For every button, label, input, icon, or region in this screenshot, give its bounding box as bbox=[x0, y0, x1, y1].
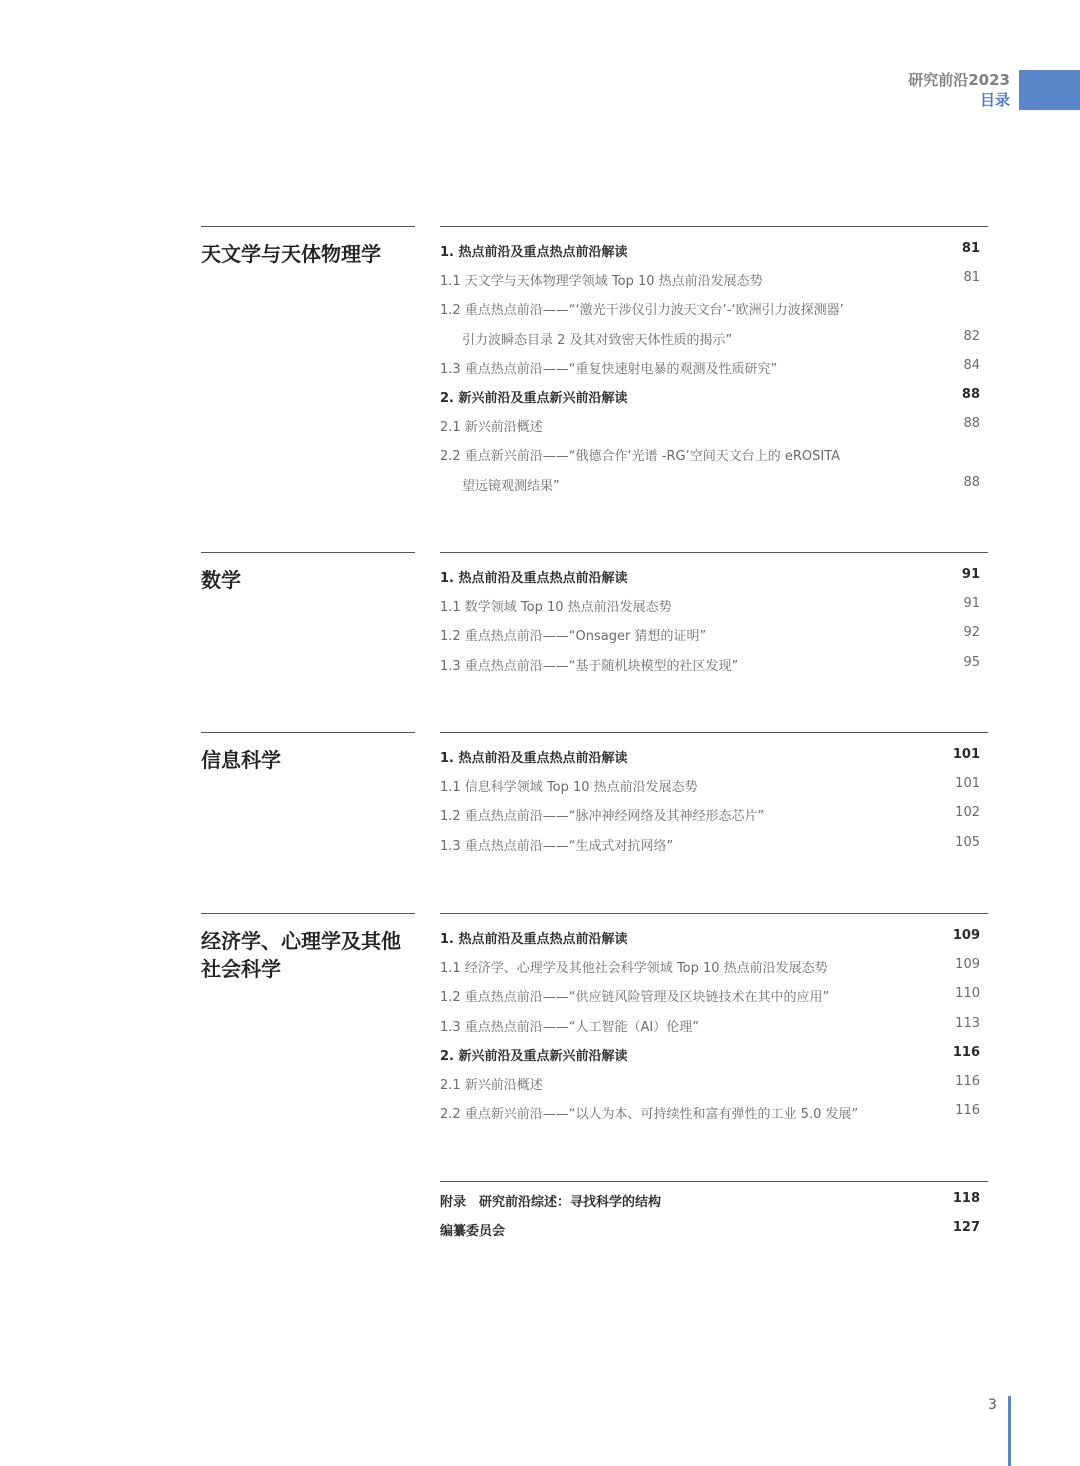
section-title: 信息科学 bbox=[201, 748, 281, 772]
toc-entry[interactable] bbox=[440, 412, 980, 441]
toc-entry-label: 1.2 重点热点前沿——“Onsager 猜想的证明” bbox=[440, 629, 707, 645]
toc-entry[interactable] bbox=[440, 1099, 980, 1128]
toc-entries bbox=[440, 743, 980, 860]
section-divider bbox=[201, 913, 415, 914]
toc-entry-label: 编纂委员会 bbox=[440, 1224, 506, 1240]
toc-entry-page: 116 bbox=[955, 1073, 980, 1089]
report-title: 研究前沿2023 bbox=[908, 71, 1010, 89]
toc-entry-page: 101 bbox=[952, 747, 980, 762]
toc-entry[interactable] bbox=[440, 621, 980, 650]
toc-entry[interactable] bbox=[440, 924, 980, 953]
toc-entry-label: 1.1 数学领域 Top 10 热点前沿发展态势 bbox=[440, 600, 672, 616]
toc-entry-label: 1.3 重点热点前沿——“重复快速射电暴的观测及性质研究” bbox=[440, 361, 778, 377]
toc-entry-page: 116 bbox=[952, 1044, 980, 1060]
toc-entry-label: 1. 热点前沿及重点热点前沿解读 bbox=[440, 751, 628, 766]
section-divider bbox=[440, 913, 988, 914]
section-divider bbox=[201, 226, 415, 227]
toc-entry-label: 1.3 重点热点前沿——“人工智能（AI）伦理” bbox=[440, 1019, 700, 1035]
toc-entry[interactable] bbox=[440, 1041, 980, 1070]
toc-entry-label: 望远镜观测结果” bbox=[462, 478, 560, 494]
toc-entry[interactable] bbox=[440, 471, 980, 500]
toc-entry[interactable] bbox=[440, 295, 980, 324]
toc-entry-label: 1.1 天文学与天体物理学领域 Top 10 热点前沿发展态势 bbox=[440, 274, 763, 290]
toc-entry-page: 88 bbox=[963, 416, 980, 432]
header-accent-bar bbox=[1019, 70, 1080, 110]
toc-entry[interactable] bbox=[440, 743, 980, 772]
toc-entry[interactable] bbox=[440, 266, 980, 295]
section-title: 数学 bbox=[201, 568, 241, 592]
section-divider bbox=[440, 226, 988, 227]
toc-entry-page: 127 bbox=[952, 1220, 980, 1236]
toc-entry[interactable] bbox=[440, 801, 980, 830]
toc-entry-label: 附录 研究前沿综述：寻找科学的结构 bbox=[440, 1195, 662, 1210]
section-divider bbox=[440, 552, 988, 553]
toc-entry-page: 101 bbox=[955, 776, 980, 792]
toc-entry[interactable] bbox=[440, 383, 980, 412]
toc-entry-page: 109 bbox=[952, 928, 980, 943]
toc-entry-label: 1.3 重点热点前沿——“基于随机块模型的社区发现” bbox=[440, 658, 739, 674]
section-title: 天文学与天体物理学 bbox=[201, 242, 381, 266]
toc-entry-label: 1.2 重点热点前沿——“脉冲神经网络及其神经形态芯片” bbox=[440, 809, 765, 825]
toc-entry[interactable] bbox=[440, 1012, 980, 1041]
toc-entry-label: 1. 热点前沿及重点热点前沿解读 bbox=[440, 571, 628, 586]
toc-entry[interactable] bbox=[440, 1070, 980, 1099]
toc-entries bbox=[440, 237, 980, 500]
toc-entry-page: 91 bbox=[963, 596, 980, 612]
toc-entry-page: 84 bbox=[963, 357, 980, 373]
toc-entry-page: 105 bbox=[955, 834, 980, 850]
toc-heading: 目录 bbox=[979, 91, 1010, 109]
toc-entry[interactable] bbox=[440, 1187, 980, 1216]
section-divider bbox=[201, 732, 415, 733]
toc-entry-label: 1.2 重点热点前沿——“供应链风险管理及区块链技术在其中的应用” bbox=[440, 990, 830, 1006]
toc-entry-page: 81 bbox=[961, 241, 980, 256]
toc-entry-page: 109 bbox=[955, 957, 980, 973]
toc-entry-page: 82 bbox=[963, 328, 980, 344]
toc-entry-page: 118 bbox=[952, 1191, 980, 1206]
toc-entry[interactable] bbox=[440, 237, 980, 266]
toc-entries bbox=[440, 563, 980, 680]
toc-entry-page: 110 bbox=[955, 986, 980, 1002]
toc-entries bbox=[440, 924, 980, 1128]
toc-entry-label: 1. 热点前沿及重点热点前沿解读 bbox=[440, 245, 628, 260]
toc-entry-label: 1.3 重点热点前沿——“生成式对抗网络” bbox=[440, 838, 674, 854]
toc-entry-label: 1.1 经济学、心理学及其他社会科学领域 Top 10 热点前沿发展态势 bbox=[440, 961, 828, 977]
toc-entry[interactable] bbox=[440, 563, 980, 592]
section-divider bbox=[201, 552, 415, 553]
toc-entry-label: 2.1 新兴前沿概述 bbox=[440, 1077, 543, 1093]
toc-entry-label: 2.2 重点新兴前沿——“以人为本、可持续性和富有弹性的工业 5.0 发展” bbox=[440, 1107, 859, 1123]
toc-entry-label: 1. 热点前沿及重点热点前沿解读 bbox=[440, 932, 628, 947]
toc-entry-page: 88 bbox=[961, 386, 980, 402]
toc-entry-label: 1.1 信息科学领域 Top 10 热点前沿发展态势 bbox=[440, 780, 698, 796]
toc-entry[interactable] bbox=[440, 592, 980, 621]
section-divider bbox=[440, 1181, 988, 1182]
toc-entry[interactable] bbox=[440, 441, 980, 470]
toc-entry[interactable] bbox=[440, 354, 980, 383]
toc-entry-page: 116 bbox=[955, 1103, 980, 1119]
toc-entry-label: 2. 新兴前沿及重点新兴前沿解读 bbox=[440, 1048, 628, 1064]
toc-entry-page: 88 bbox=[963, 474, 980, 490]
toc-entries bbox=[440, 1187, 980, 1245]
toc-entry[interactable] bbox=[440, 651, 980, 680]
toc-entry-page: 113 bbox=[955, 1015, 980, 1031]
toc-entry-label: 2.1 新兴前沿概述 bbox=[440, 420, 543, 436]
section-divider bbox=[440, 732, 988, 733]
toc-entry[interactable] bbox=[440, 982, 980, 1011]
toc-entry-label: 引力波瞬态目录 2 及其对致密天体性质的揭示” bbox=[462, 332, 733, 348]
page-header bbox=[908, 70, 1010, 110]
toc-entry[interactable] bbox=[440, 1216, 980, 1245]
toc-entry[interactable] bbox=[440, 772, 980, 801]
toc-entry-label: 1.2 重点热点前沿——“‘激光干涉仪引力波天文台’-‘欧洲引力波探测器’ bbox=[440, 303, 844, 319]
page-number-bar bbox=[1008, 1396, 1011, 1466]
toc-entry-label: 2. 新兴前沿及重点新兴前沿解读 bbox=[440, 390, 628, 406]
toc-entry-page: 95 bbox=[963, 654, 980, 670]
toc-entry-page: 102 bbox=[955, 805, 980, 821]
toc-entry-label: 2.2 重点新兴前沿——“俄德合作‘光谱 -RG’空间天文台上的 eROSITA bbox=[440, 449, 841, 465]
toc-entry[interactable] bbox=[440, 953, 980, 982]
toc-entry-page: 92 bbox=[963, 625, 980, 641]
toc-entry-page: 81 bbox=[963, 270, 980, 286]
toc-entry[interactable] bbox=[440, 831, 980, 860]
toc-entry[interactable] bbox=[440, 325, 980, 354]
section-title: 经济学、心理学及其他社会科学 bbox=[201, 929, 401, 981]
toc-entry-page: 91 bbox=[961, 567, 980, 582]
page-number: 3 bbox=[988, 1397, 997, 1413]
